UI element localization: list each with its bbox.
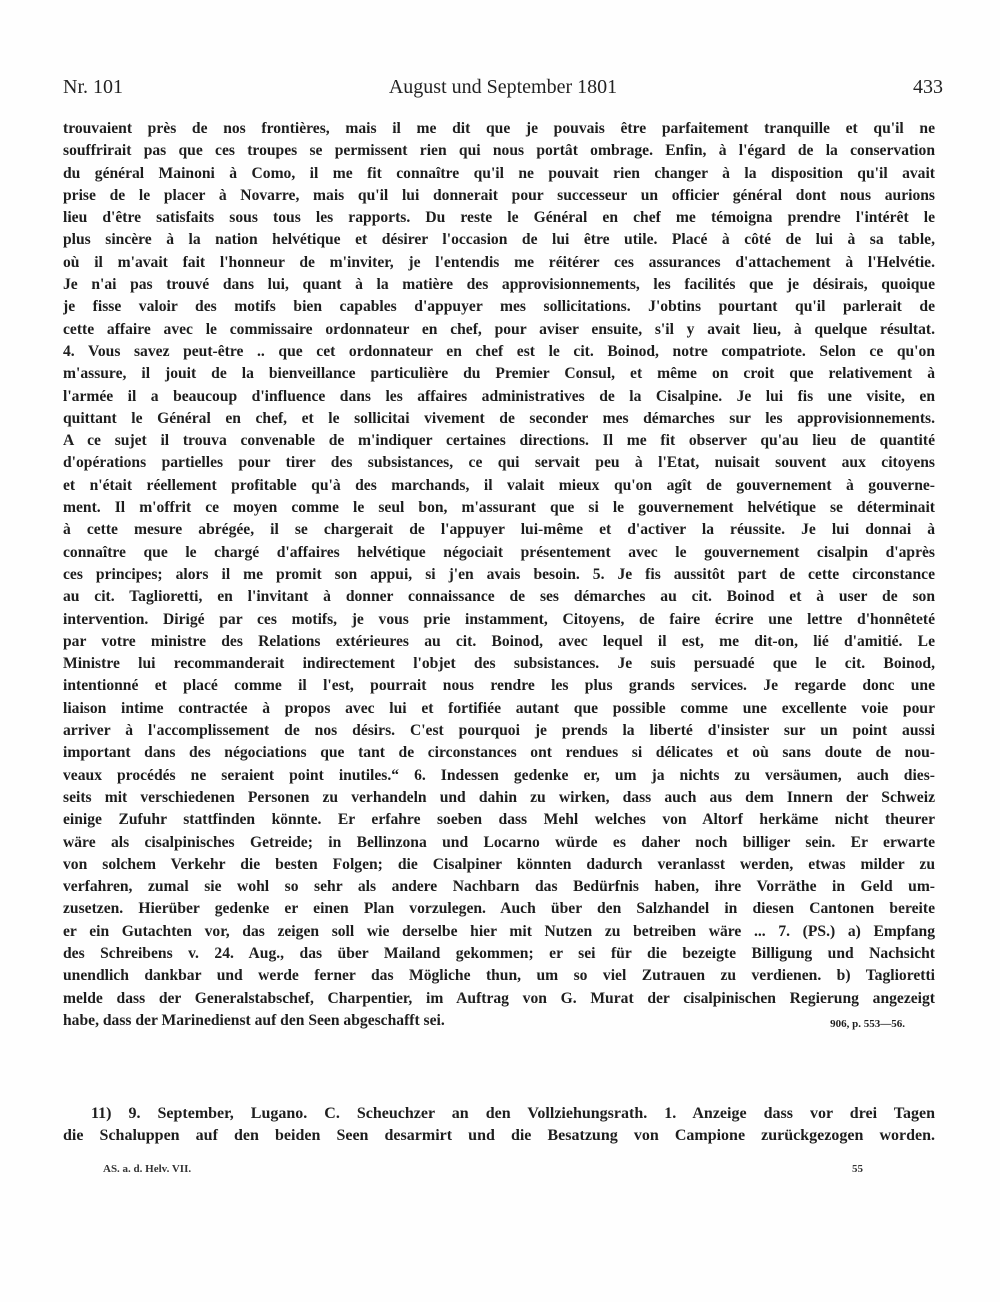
main-text-block bbox=[63, 118, 935, 1032]
text-line-content: Je n'ai pas trouvé dans lui, quant à la matière des approvisionnements, les facilités que je désirais, quoique bbox=[63, 276, 935, 294]
text-line bbox=[63, 675, 935, 697]
text-line-content: einige Zufuhr stattfinden könnte. Er erfahre soeben dass Mehl welches von Altorf herkäme nicht theurer bbox=[63, 811, 935, 829]
text-line-content: von solchem Verkehr die besten Folgen; die Cisalpiner könnten dadurch veranlasst werden, etwas milder zu bbox=[63, 855, 935, 873]
text-line bbox=[63, 921, 935, 943]
text-line-content: lieu d'être satisfaits sous tous les rapports. Du reste le Général en chef me témoigna prendre l'intérêt le bbox=[63, 209, 935, 227]
text-line-content: liaison intime contractée à propos avec lui et fortifiée autant que possible comme une excellente voie pour bbox=[63, 699, 935, 717]
text-line-content: l'armée il a beaucoup d'influence dans les affaires administratives de la Cisalpine. Je lui fis une visite, en bbox=[63, 387, 935, 405]
text-line-content: seits mit verschiedenen Personen zu verhandeln und dahin zu wirken, dass auch aus dem Innern der Schweiz bbox=[63, 788, 935, 806]
text-line bbox=[63, 475, 935, 497]
text-line bbox=[63, 564, 935, 586]
text-line bbox=[63, 274, 935, 296]
text-line-content: des Schreibens v. 24. Aug., das über Mailand gekommen; er sei für die bezeigte Billigung und Nachsicht bbox=[63, 944, 935, 962]
text-line-content: et n'était réellement profitable qu'à des marchands, il valait mieux qu'on agît de gouvernement à gouverne- bbox=[63, 476, 935, 494]
text-line-content: par votre ministre des Relations extérieures au cit. Boinod, avec lequel il est, me dit-on, lié d'amitié. Le bbox=[63, 632, 935, 650]
text-line bbox=[63, 229, 935, 251]
text-line bbox=[63, 341, 935, 363]
text-line bbox=[63, 118, 935, 140]
text-line-content: cette affaire avec le commissaire ordonnateur en chef, pour aviser ensuite, s'il y avait lieu, à quelque résultat. bbox=[63, 320, 935, 338]
text-line bbox=[63, 363, 935, 385]
text-line bbox=[63, 765, 935, 787]
text-line-content: A ce sujet il trouva convenable de m'indiquer certaines directions. Il me fit observer qu'au lieu de quantité bbox=[63, 432, 935, 450]
entry-11 bbox=[63, 1103, 935, 1147]
text-line-content: unendlich dankbar und werde ferner das Mögliche thun, um so viel Zutrauen zu verdienen. b) Taglioretti bbox=[63, 967, 935, 985]
text-line-content: trouvaient près de nos frontières, mais il me dit que je pouvais être parfaitement tranquille et qu'il ne bbox=[63, 120, 935, 137]
text-line-content: ment. Il m'offrit ce moyen comme le seul bon, m'assurant que si le gouvernement helvétique se déterminait bbox=[63, 499, 935, 517]
text-line bbox=[63, 609, 935, 631]
text-line-content: au cit. Taglioretti, en l'invitant à donner connaissance de ses démarches au cit. Boinod et à user de son bbox=[63, 588, 935, 606]
text-line bbox=[63, 542, 935, 564]
page-header bbox=[63, 76, 943, 106]
text-line-content: habe, dass der Marinedienst auf den Seen abgeschafft sei. bbox=[63, 1011, 445, 1029]
text-line-content: ces principes; alors il me promit son appui, si j'en avais besoin. 5. Je fis aussitôt part de cette circonstance bbox=[63, 565, 935, 583]
text-line-content: Ministre lui recommanderait indirectement l'objet des subsistances. Je suis persuadé que le cit. Boinod, bbox=[63, 655, 935, 673]
text-line-content: veaux procédés ne seraient point inutiles.“ 6. Indessen gedenke er, um ja nichts zu versäumen, auch dies- bbox=[63, 766, 935, 784]
text-line bbox=[63, 163, 935, 185]
text-line-content: intentionné et placé comme il l'est, pourrait nous rendre les plus grands services. Je regarde donc une bbox=[63, 677, 935, 695]
entry-line: 11) 9. September, Lugano. C. Scheuchzer an den Vollziehungsrath. 1. Anzeige dass vor drei Tagen bbox=[91, 1105, 935, 1122]
text-line bbox=[63, 408, 935, 430]
text-line bbox=[63, 252, 935, 274]
text-line-content: wäre als cisalpinisches Getreide; in Bellinzona und Locarno würde es daher noch billiger sein. Er erwarte bbox=[63, 833, 935, 851]
text-line bbox=[63, 854, 935, 876]
text-line-content: arriver à l'accomplissement de nos désirs. C'est pourquoi je prends la liberté d'insister sur un point aussi bbox=[63, 722, 935, 740]
page-number: 433 bbox=[913, 76, 943, 98]
text-line-content: verfahren, zumal sie wohl so sehr als andere Nachbarn das Bedürfnis haben, ihre Vorräthe in Geld um- bbox=[63, 878, 935, 896]
text-line bbox=[63, 898, 935, 920]
text-line-content: connaître que le chargé d'affaires helvétique négociait présentement avec le gouvernement cisalpin d'après bbox=[63, 543, 935, 561]
text-line-content: zusetzen. Hierüber gedenke er einen Plan vorzulegen. Auch über den Salzhandel in diesen Cantonen bereite bbox=[63, 900, 935, 918]
text-line bbox=[63, 386, 935, 408]
text-line bbox=[63, 742, 935, 764]
text-line bbox=[63, 832, 935, 854]
text-line bbox=[63, 497, 935, 519]
text-line bbox=[63, 452, 935, 474]
text-line bbox=[63, 296, 935, 318]
document-number: Nr. 101 bbox=[63, 76, 123, 98]
text-line bbox=[63, 876, 935, 898]
text-line bbox=[63, 720, 935, 742]
text-line bbox=[63, 965, 935, 987]
text-line bbox=[63, 943, 935, 965]
text-line bbox=[63, 207, 935, 229]
series-signature: AS. a. d. Helv. VII. bbox=[103, 1163, 192, 1175]
text-line bbox=[63, 586, 935, 608]
text-line-content: plus sincère à la nation helvétique et désirer l'occasion de lui être utile. Placé à côté de lui à sa table, bbox=[63, 231, 935, 249]
text-line bbox=[63, 653, 935, 675]
text-line-content: du général Mainoni à Como, il me fit connaître qu'il ne pouvait rien changer à la disposition qu'il avait bbox=[63, 164, 935, 182]
text-line-content: souffrirait pas que ces troupes se permissent rien qui nous portât ombrage. Enfin, à l'égard de la conservation bbox=[63, 142, 935, 160]
text-line bbox=[63, 809, 935, 831]
entry-line: die Schaluppen auf den beiden Seen desarmirt und die Besatzung von Campione zurückgezogen worden. bbox=[63, 1127, 935, 1144]
text-line bbox=[63, 185, 935, 207]
text-line-content: d'opérations partielles pour tirer des subsistances, ce qui servait peu à l'Etat, nuisait souvent aux citoyens bbox=[63, 454, 935, 472]
text-line-content: m'assure, il jouit de la bienveillance particulière du Premier Consul, et même on croit que relativement à bbox=[63, 365, 935, 383]
text-line-content: er ein Gutachten vor, das zeigen soll wie derselbe hier mit Nutzen zu betreiben wäre ... 7. (PS.) a) Empfang bbox=[63, 922, 935, 940]
text-line-content: 4. Vous savez peut-être .. que cet ordonnateur en chef est le cit. Boinod, notre compatriote. Selon ce qu'on bbox=[63, 342, 935, 360]
text-line bbox=[63, 1010, 935, 1032]
signature-number: 55 bbox=[852, 1163, 863, 1175]
text-line bbox=[63, 430, 935, 452]
text-line bbox=[63, 988, 935, 1010]
text-line bbox=[63, 140, 935, 162]
text-line bbox=[63, 631, 935, 653]
text-line bbox=[63, 698, 935, 720]
text-line-content: intervention. Dirigé par ces motifs, je vous prie instamment, Citoyens, de faire écrire une lettre d'honnêteté bbox=[63, 610, 935, 628]
source-reference: 906, p. 553—56. bbox=[830, 1017, 905, 1030]
text-line bbox=[63, 519, 935, 541]
text-line-content: important dans des négociations que tant de circonstances ont rendues si délicates et où sans doute de nou- bbox=[63, 744, 935, 762]
text-line-content: melde dass der Generalstabschef, Charpentier, im Auftrag von G. Murat der cisalpinischen Regierung angezeigt bbox=[63, 989, 935, 1007]
text-line-content: où il m'avait fait l'honneur de m'inviter, je l'entendis me réitérer ces assurances d'attachement à l'Helvétie. bbox=[63, 253, 935, 271]
page-footer bbox=[103, 1163, 863, 1183]
text-line-content: quittant le Général en chef, et le sollicitai vivement de seconder mes démarches sur les approvisionnements. bbox=[63, 409, 935, 427]
running-title: August und September 1801 bbox=[388, 76, 618, 98]
text-line bbox=[63, 319, 935, 341]
text-line-content: prise de le placer à Novarre, mais qu'il lui donnerait pour successeur un officier général dont nous aurions bbox=[63, 186, 935, 204]
text-line-content: je fisse valoir des motifs bien capables d'appuyer mes sollicitations. J'obtins pourtant qu'il parlerait de bbox=[63, 298, 935, 316]
text-line bbox=[63, 787, 935, 809]
text-line-content: à cette mesure abrégée, il se chargerait de l'appuyer lui-même et d'activer la réussite. Je lui donnai à bbox=[63, 521, 935, 539]
